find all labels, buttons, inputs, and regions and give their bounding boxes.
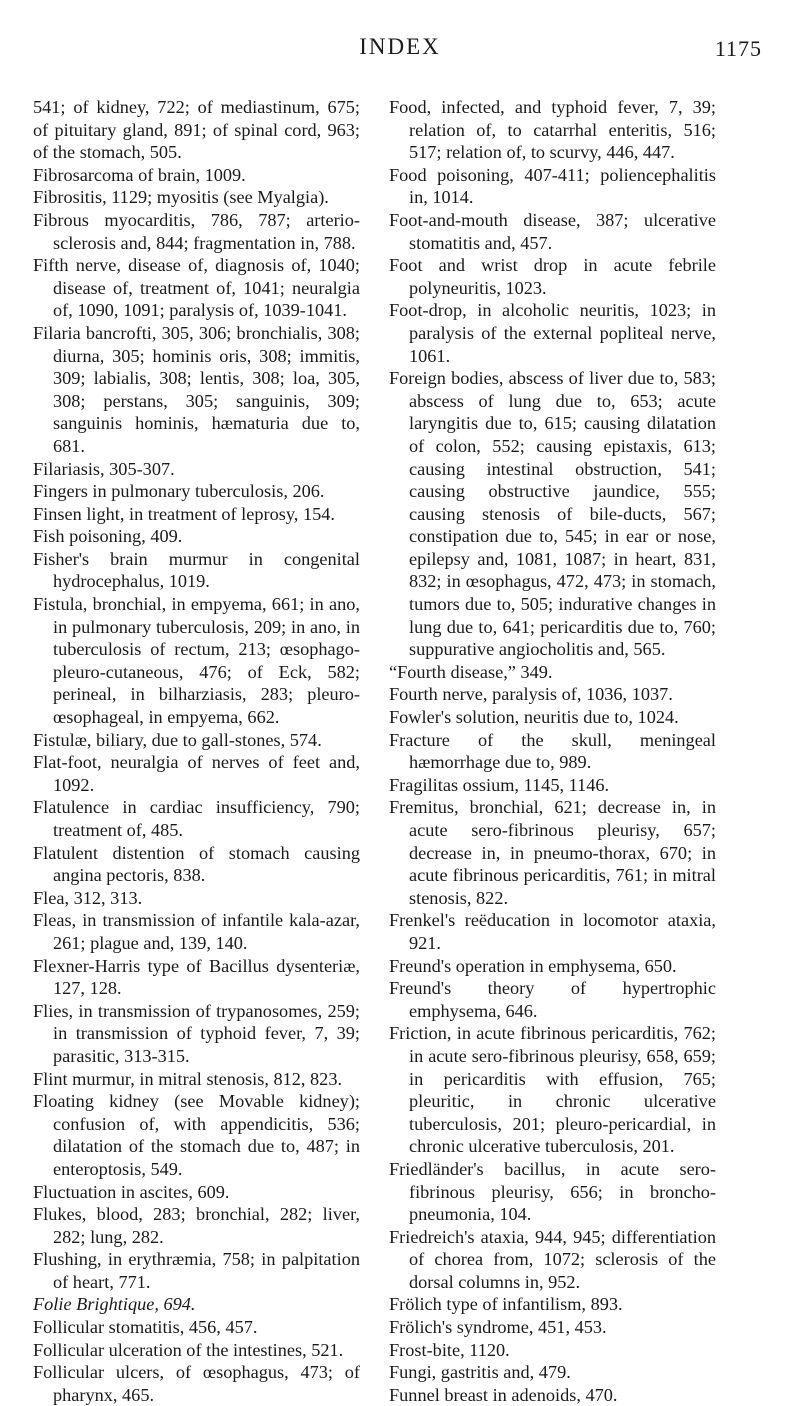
index-entry: Flat-foot, neuralgia of nerves of feet and, 1092. <box>33 752 360 795</box>
index-entry: Funnel breast in adenoids, 470. <box>389 1384 618 1405</box>
index-entry: Flea, 312, 313. <box>33 887 143 908</box>
index-entry: Frenkel's reëducation in locomotor ataxia, 921. <box>389 910 716 953</box>
index-entry: Friction, in acute fibrinous pericarditis, 762; in acute sero-fibrinous pleurisy, 658, 659; in pericarditis with effusion, 765; pleuritic, in chronic ulcerative tuberculosis, 201; pleuro-pericardial, in chronic ulcerative tuberculosis, 201. <box>389 1023 716 1157</box>
index-entry: Friedreich's ataxia, 944, 945; differentiation of chorea from, 1072; sclerosis of the dorsal columns in, 952. <box>389 1226 716 1292</box>
index-entry: Fish poisoning, 409. <box>33 526 183 547</box>
index-entry: Flexner-Harris type of Bacillus dysenteriæ, 127, 128. <box>33 955 360 999</box>
index-entry: Filaria bancrofti, 305, 306; bronchialis, 308; diurna, 305; hominis oris, 308; immitis, 309; labialis, 308; lentis, 308; loa, 305, 308; perstans, 305; sanguinis, 309; sanguinis hominis, hæmaturia due to, 681. <box>33 322 360 456</box>
index-entry: Flies, in transmission of trypanosomes, 259; in transmission of typhoid fever, 7, 39; parasitic, 313-315. <box>33 1000 360 1066</box>
index-entry: Follicular ulcers, of œsophagus, 473; of pharynx, 465. <box>33 1362 360 1405</box>
index-entry: Frölich's syndrome, 451, 453. <box>389 1317 607 1338</box>
index-entry: Fowler's solution, neuritis due to, 1024. <box>389 707 679 728</box>
index-entry: Folie Brightique, 694. <box>33 1294 196 1315</box>
index-entry: Food, infected, and typhoid fever, 7, 39; relation of, to catarrhal enteritis, 516; 517; relation of, to scurvy, 446, 447. <box>389 97 716 163</box>
index-entry: Fourth nerve, paralysis of, 1036, 1037. <box>389 684 673 705</box>
index-entry: Fluctuation in ascites, 609. <box>33 1181 230 1202</box>
index-entry: Fisher's brain murmur in congenital hydrocephalus, 1019. <box>33 548 360 592</box>
index-entry: “Fourth disease,” 349. <box>389 661 553 682</box>
index-column-right <box>389 96 716 1406</box>
index-entry: Flushing, in erythræmia, 758; in palpitation of heart, 771. <box>33 1249 360 1292</box>
running-head <box>0 34 800 74</box>
index-entry: Food poisoning, 407-411; poliencephalitis in, 1014. <box>389 164 716 208</box>
index-entry: Flint murmur, in mitral stenosis, 812, 823. <box>33 1068 343 1089</box>
index-entry: 541; of kidney, 722; of mediastinum, 675; of pituitary gland, 891; of spinal cord, 963; of the stomach, 505. <box>33 97 360 163</box>
index-entry: Floating kidney (see Movable kidney); confusion of, with appendicitis, 536; dilatation of the stomach due to, 487; in enteroptosis, 549. <box>33 1091 360 1179</box>
index-column-left <box>33 96 360 1406</box>
index-entry: Foot-drop, in alcoholic neuritis, 1023; in paralysis of the external popliteal nerve, 1061. <box>389 300 716 366</box>
index-entry: Frost-bite, 1120. <box>389 1339 510 1360</box>
index-entry: Flatulence in cardiac insufficiency, 790; treatment of, 485. <box>33 797 360 840</box>
index-entry: Fingers in pulmonary tuberculosis, 206. <box>33 481 325 502</box>
index-entry: Fistulæ, biliary, due to gall-stones, 574. <box>33 729 322 750</box>
index-entry: Flukes, blood, 283; bronchial, 282; liver, 282; lung, 282. <box>33 1204 360 1247</box>
index-entry: Frölich type of infantilism, 893. <box>389 1294 623 1315</box>
index-entry: Foreign bodies, abscess of liver due to, 583; abscess of lung due to, 653; acute laryngitis due to, 615; causing dilatation of colon, 552; causing epistaxis, 613; causing intestinal obstruction, 541; causing obstructive jaundice, 555; causing stenosis of bile-ducts, 567; constipation due to, 545; in ear or nose, epilepsy and, 1081, 1087; in heart, 831, 832; in œsophagus, 472, 473; in stomach, tumors due to, 505; indurative changes in lung due to, 641; pericarditis due to, 760; suppurative angiocholitis and, 565. <box>389 368 716 660</box>
index-entry: Fibrositis, 1129; myositis (see Myalgia). <box>33 187 329 208</box>
index-entry: Follicular stomatitis, 456, 457. <box>33 1317 258 1338</box>
page-number: 1175 <box>714 36 762 61</box>
index-entry: Fleas, in transmission of infantile kala-azar, 261; plague and, 139, 140. <box>33 910 360 953</box>
index-entry: Fremitus, bronchial, 621; decrease in, in acute sero-fibrinous pleurisy, 657; decrease in, in pneumo-thorax, 670; in acute fibrinous pericarditis, 761; in mitral stenosis, 822. <box>389 797 716 908</box>
index-entry: Fragilitas ossium, 1145, 1146. <box>389 774 610 795</box>
index-entry: Foot-and-mouth disease, 387; ulcerative stomatitis and, 457. <box>389 209 716 253</box>
index-entry: Foot and wrist drop in acute febrile polyneuritis, 1023. <box>389 255 716 298</box>
page-title: INDEX <box>359 34 441 59</box>
index-entry: Friedländer's bacillus, in acute sero-fibrinous pleurisy, 656; in broncho-pneumonia, 104. <box>389 1158 716 1225</box>
index-entry: Fibrosarcoma of brain, 1009. <box>33 164 246 185</box>
index-entry: Filariasis, 305-307. <box>33 458 175 479</box>
index-entry: Fungi, gastritis and, 479. <box>389 1362 571 1383</box>
index-entry: Freund's theory of hypertrophic emphysema, 646. <box>389 978 716 1021</box>
index-entry: Fibrous myocarditis, 786, 787; arterio-sclerosis and, 844; fragmentation in, 788. <box>33 209 360 253</box>
index-entry: Freund's operation in emphysema, 650. <box>389 955 677 976</box>
index-entry: Follicular ulceration of the intestines, 521. <box>33 1339 344 1360</box>
index-entry: Fistula, bronchial, in empyema, 661; in ano, in pulmonary tuberculosis, 209; in ano, in tuberculosis of rectum, 213; œsophago-pleuro-cutaneous, 476; of Eck, 582; perineal, in bilharziasis, 283; pleuro-œsophageal, in empyema, 662. <box>33 594 360 728</box>
index-entry: Finsen light, in treatment of leprosy, 154. <box>33 503 335 524</box>
index-entry: Fracture of the skull, meningeal hæmorrhage due to, 989. <box>389 729 716 773</box>
index-entry: Fifth nerve, disease of, diagnosis of, 1040; disease of, treatment of, 1041; neuralgia of, 1090, 1091; paralysis of, 1039-1041. <box>33 255 360 321</box>
index-entry: Flatulent distention of stomach causing angina pectoris, 838. <box>33 842 360 886</box>
